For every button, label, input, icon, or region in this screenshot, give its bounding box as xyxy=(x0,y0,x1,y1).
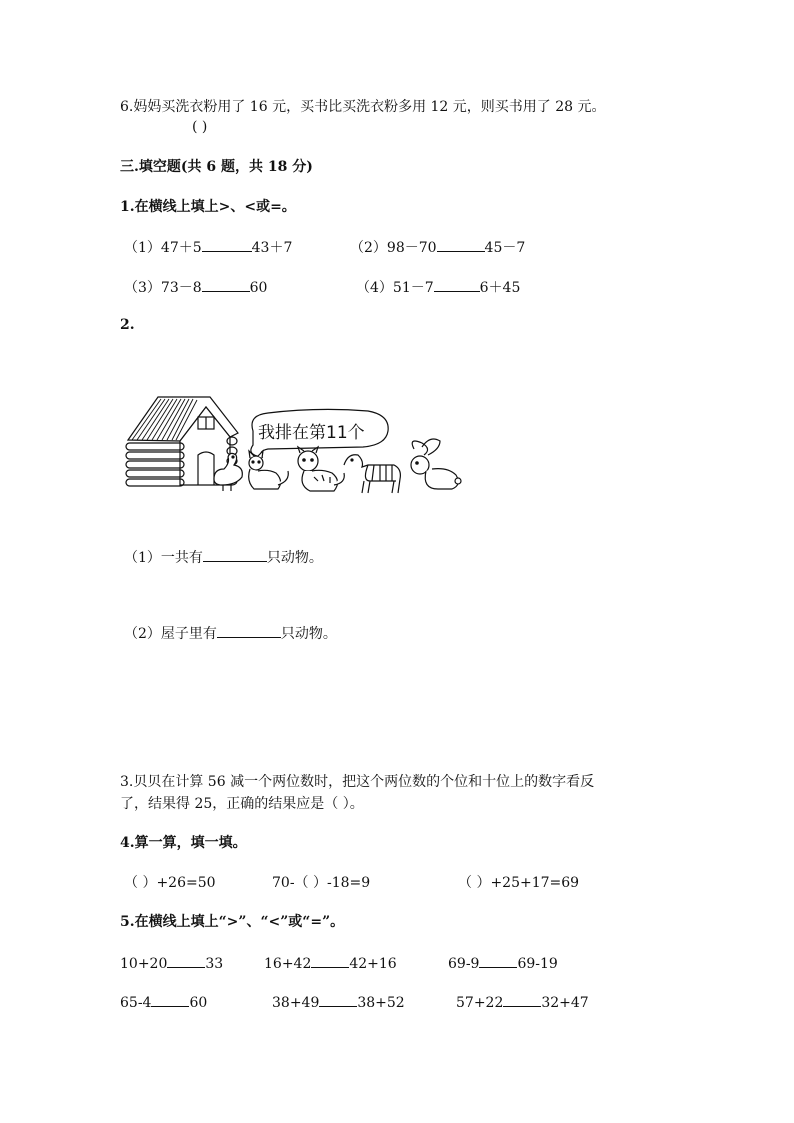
q5-row2-item-3-blank[interactable] xyxy=(503,992,541,1007)
q4-item-1[interactable]: （ ）+26=50 xyxy=(124,875,216,891)
rabbit-icon xyxy=(411,439,461,489)
q5-row1-item-1-left: 10+20 xyxy=(120,956,168,972)
q1-item-4 xyxy=(356,277,520,297)
q5-row1-item-1-right: 33 xyxy=(205,956,224,972)
section-title: 三.填空题(共 6 题，共 18 分) xyxy=(120,159,313,175)
question-6-text: 6.妈妈买洗衣粉用了 16 元，买书比买洗衣粉多用 12 元，则买书用了 28 元。 xyxy=(120,99,606,115)
q2-sub-2-blank[interactable] xyxy=(217,623,281,638)
q2-sub-2-left: （2）屋子里有 xyxy=(124,626,217,642)
q1-item-3-right: 60 xyxy=(249,280,268,296)
q1-item-3 xyxy=(124,277,267,297)
q5-row2-item-1-right: 60 xyxy=(189,995,208,1011)
q1-item-2-right: 45－7 xyxy=(484,240,526,256)
q5-row2-item-1-left: 65-4 xyxy=(120,995,152,1011)
question-3-line-2: 了，结果得 25，正确的结果应是（ ）。 xyxy=(120,796,364,812)
q5-row1-item-3 xyxy=(448,953,558,973)
question-2-number: 2. xyxy=(120,317,135,333)
q2-sub-1-right: 只动物。 xyxy=(266,550,323,566)
q5-row1-item-3-blank[interactable] xyxy=(479,953,517,968)
q5-row1-item-3-right: 69-19 xyxy=(517,956,558,972)
q1-item-2-left: （2）98－70 xyxy=(350,240,437,256)
speech-bubble-text: 我排在第11个 xyxy=(258,423,365,443)
animals-illustration xyxy=(118,385,463,497)
q1-item-3-left: （3）73－8 xyxy=(124,280,202,296)
q5-row2-item-1 xyxy=(120,992,207,1012)
q2-sub-2 xyxy=(124,623,337,643)
q2-sub-1-left: （1）一共有 xyxy=(124,550,203,566)
q5-row1-item-2 xyxy=(264,953,397,973)
q5-row2-item-2-blank[interactable] xyxy=(319,992,357,1007)
q1-item-1-blank[interactable] xyxy=(202,237,252,252)
q2-sub-2-right: 只动物。 xyxy=(280,626,337,642)
q1-item-2 xyxy=(350,237,525,257)
q1-item-4-right: 6＋45 xyxy=(479,280,521,296)
tiger-icon xyxy=(298,447,344,491)
question-4-prompt: 4.算一算，填一填。 xyxy=(120,835,247,851)
q5-row1-item-1 xyxy=(120,953,223,973)
q1-item-1-right: 43＋7 xyxy=(251,240,293,256)
q1-item-2-blank[interactable] xyxy=(437,237,485,252)
q5-row2-item-3-right: 32+47 xyxy=(541,995,589,1011)
question-1-prompt: 1.在横线上填上>、<或=。 xyxy=(120,199,296,215)
question-3-line-1: 3.贝贝在计算 56 减一个两位数时，把这个两位数的个位和十位上的数字看反 xyxy=(120,774,595,790)
q5-row1-item-2-left: 16+42 xyxy=(264,956,312,972)
q1-item-4-blank[interactable] xyxy=(434,277,480,292)
q5-row2-item-2 xyxy=(272,992,405,1012)
q1-item-4-left: （4）51－7 xyxy=(356,280,434,296)
q5-row2-item-3-left: 57+22 xyxy=(456,995,504,1011)
question-5-prompt: 5.在横线上填上“>”、“<”或“=”。 xyxy=(120,914,345,930)
cat-icon xyxy=(249,451,289,489)
zebra-icon xyxy=(344,455,400,493)
q2-sub-1-blank[interactable] xyxy=(203,547,267,562)
q5-row2-item-2-left: 38+49 xyxy=(272,995,320,1011)
q2-sub-1 xyxy=(124,547,323,567)
q5-row1-item-1-blank[interactable] xyxy=(167,953,205,968)
q5-row2-item-3 xyxy=(456,992,589,1012)
q4-item-2[interactable]: 70-（ ）-18=9 xyxy=(272,875,371,891)
q5-row1-item-2-blank[interactable] xyxy=(311,953,349,968)
answer-parentheses[interactable]: ( ) xyxy=(192,119,208,135)
q1-item-3-blank[interactable] xyxy=(202,277,250,292)
q5-row1-item-2-right: 42+16 xyxy=(349,956,397,972)
q1-item-1 xyxy=(124,237,292,257)
q5-row2-item-1-blank[interactable] xyxy=(151,992,189,1007)
q5-row2-item-2-right: 38+52 xyxy=(357,995,405,1011)
q5-row1-item-3-left: 69-9 xyxy=(448,956,480,972)
q4-item-3[interactable]: （ ）+25+17=69 xyxy=(458,875,580,891)
q1-item-1-left: （1）47＋5 xyxy=(124,240,202,256)
